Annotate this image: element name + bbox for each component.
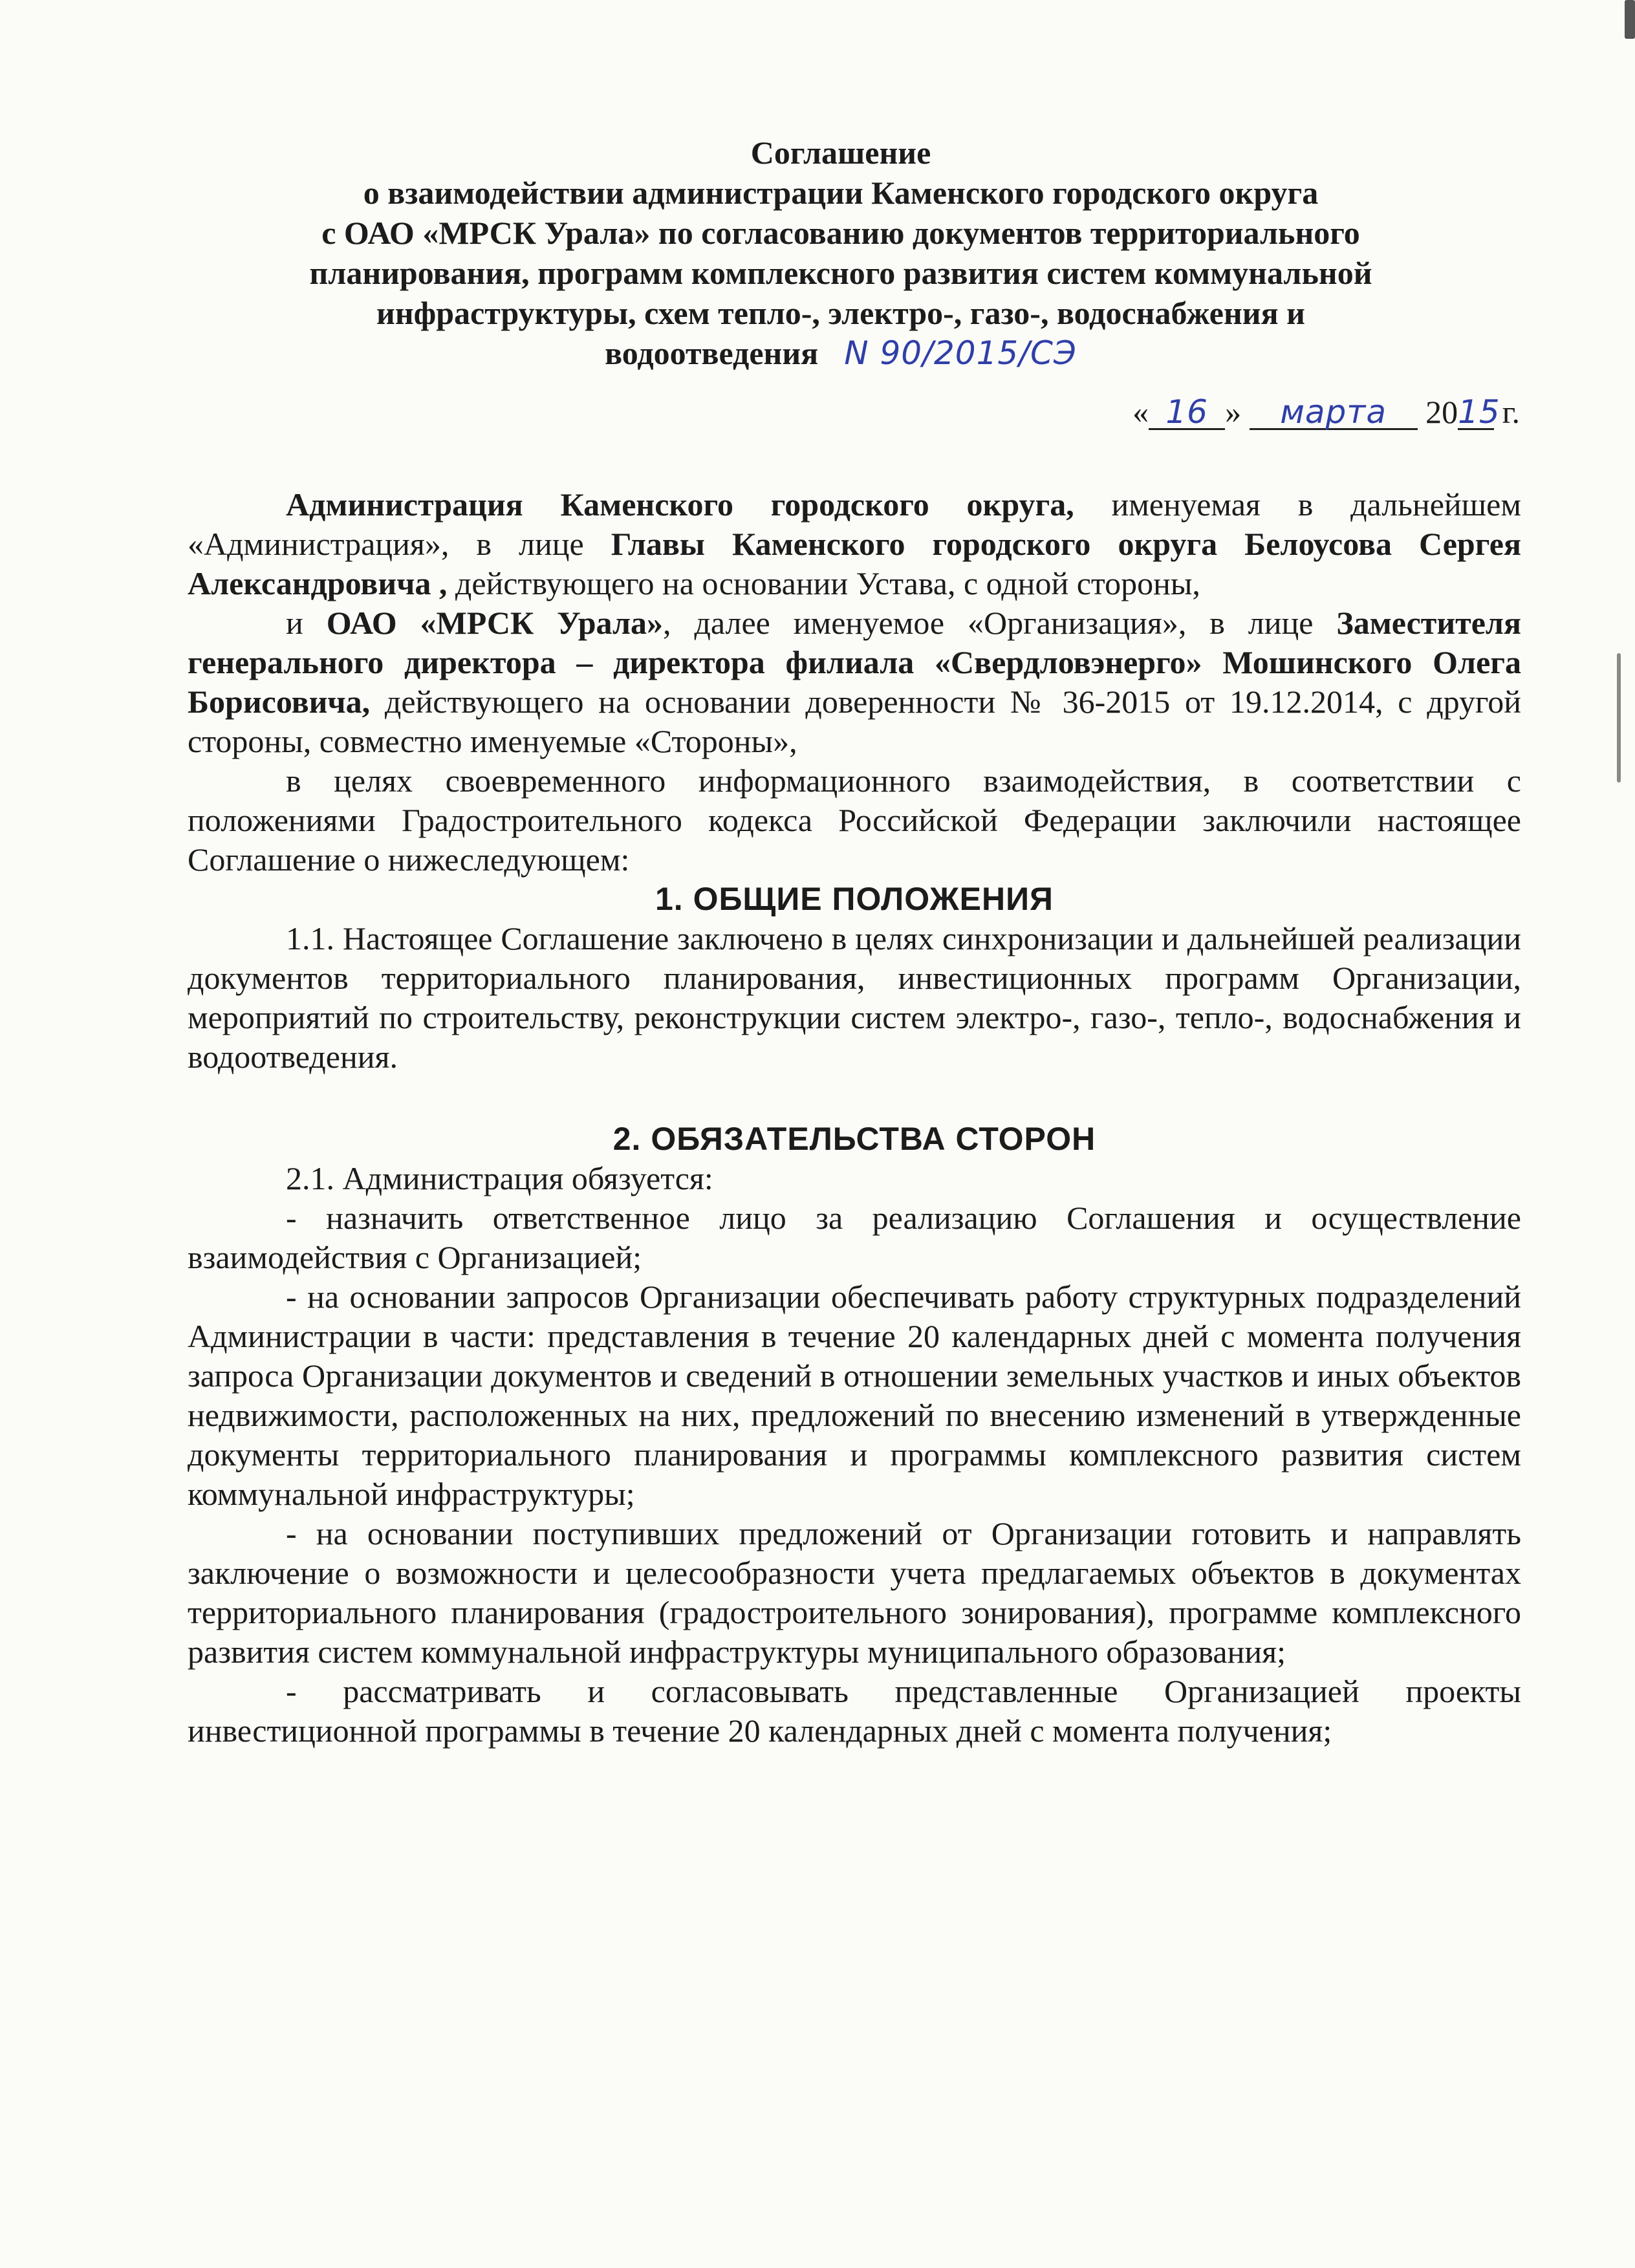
obligation-item-2: - на основании запросов Организации обеспечивать работу структурных подразделений Администрации в части: представления в течение 20 календарных дней с момента получения запроса Организации документов и сведений в отношении земельных участков и иных объектов недвижимости, расположенных на них, предложений по внесению изменений в утвержденные документы территориального планирования и программы комплексного развития систем коммунальной инфраструктуры;	[188, 1279, 1521, 1512]
title-line-2: о взаимодействии администрации Каменского городского округа	[363, 175, 1319, 211]
party-organization-paragraph	[188, 603, 1521, 761]
title-line-4: планирования, программ комплексного развития систем коммунальной	[309, 255, 1372, 291]
party-organization-name: ОАО «МРСК Урала»	[326, 605, 664, 641]
handwritten-day: 16	[1165, 393, 1208, 431]
title-line-6	[162, 333, 1520, 373]
organization-representative-name: Заместителя генерального директора – директора филиала «Свердловэнерго» Мошинского Олега Борисовича,	[188, 605, 1522, 720]
date-close-quote: »	[1225, 394, 1242, 430]
section-2-title: 2. ОБЯЗАТЕЛЬСТВА СТОРОН	[612, 1121, 1096, 1157]
administration-head-name: Главы Каменского городского округа Белоусова Сергея Александровича ,	[188, 526, 1521, 601]
date-year-suffix: г.	[1494, 394, 1520, 430]
section-1-clause-1: 1.1. Настоящее Соглашение заключено в целях синхронизации и дальнейшей реализации документов территориального планирования, инвестиционных программ Организации, мероприятий по строительству, реконструкции систем электро-, газо-, тепло-, водоснабжения и водоотведения.	[188, 920, 1521, 1075]
date-year-prefix: 20	[1425, 394, 1458, 430]
party-administration-name: Администрация Каменского городского округа,	[286, 486, 1074, 523]
date-year-blank	[1458, 393, 1500, 431]
party-organization-prefix: и	[286, 605, 327, 641]
section-1-title: 1. ОБЩИЕ ПОЛОЖЕНИЯ	[655, 881, 1054, 917]
party-administration-text: именуемая в дальнейшем «Администрация», в лице	[188, 486, 1521, 562]
party-administration-paragraph	[188, 485, 1521, 603]
section-2-clause-1: 2.1. Администрация обязуется:	[286, 1160, 713, 1196]
handwritten-year: 15	[1458, 393, 1500, 431]
scan-edge-mark	[1625, 0, 1635, 39]
agreement-body	[188, 485, 1521, 1751]
scan-binding-mark	[1617, 653, 1621, 783]
title-line-3: с ОАО «МРСК Урала» по согласованию документов территориального	[321, 215, 1360, 251]
obligation-item-3: - на основании поступивших предложений от Организации готовить и направлять заключение о возможности и целесообразности учета предлагаемых объектов в документах территориального планирования (градостроительного зонирования), программе комплексного развития систем коммунальной инфраструктуры муниципального образования;	[188, 1515, 1521, 1670]
title-line-6-text: водоотведения	[605, 335, 819, 371]
title-line-1: Соглашение	[750, 135, 931, 171]
handwritten-month: марта	[1280, 393, 1387, 431]
date-open-quote: «	[1132, 394, 1149, 430]
date-day-blank	[1149, 393, 1225, 431]
purpose-paragraph: в целях своевременного информационного взаимодействия, в соответствии с положениями Градостроительного кодекса Российской Федерации заключили настоящее Соглашение о нижеследующем:	[188, 762, 1521, 878]
party-organization-text: , далее именуемое «Организация», в лице	[663, 605, 1337, 641]
handwritten-agreement-number: N 90/2015/СЭ	[844, 334, 1077, 372]
obligation-item-1: - назначить ответственное лицо за реализацию Соглашения и осуществление взаимодействия с Организацией;	[188, 1200, 1521, 1275]
party-organization-basis: действующего на основании доверенности № 36-2015 от 19.12.2014, с другой стороны, совместно именуемые «Стороны»,	[188, 684, 1521, 759]
agreement-date	[1132, 393, 1520, 431]
date-month-blank	[1250, 393, 1418, 431]
obligation-item-4: - рассматривать и согласовывать представленные Организацией проекты инвестиционной программы в течение 20 календарных дней с момента получения;	[188, 1673, 1521, 1749]
party-administration-basis: действующего на основании Устава, с одной стороны,	[447, 565, 1200, 601]
title-line-5: инфраструктуры, схем тепло-, электро-, газо-, водоснабжения и	[376, 295, 1305, 331]
document-title	[162, 133, 1520, 373]
